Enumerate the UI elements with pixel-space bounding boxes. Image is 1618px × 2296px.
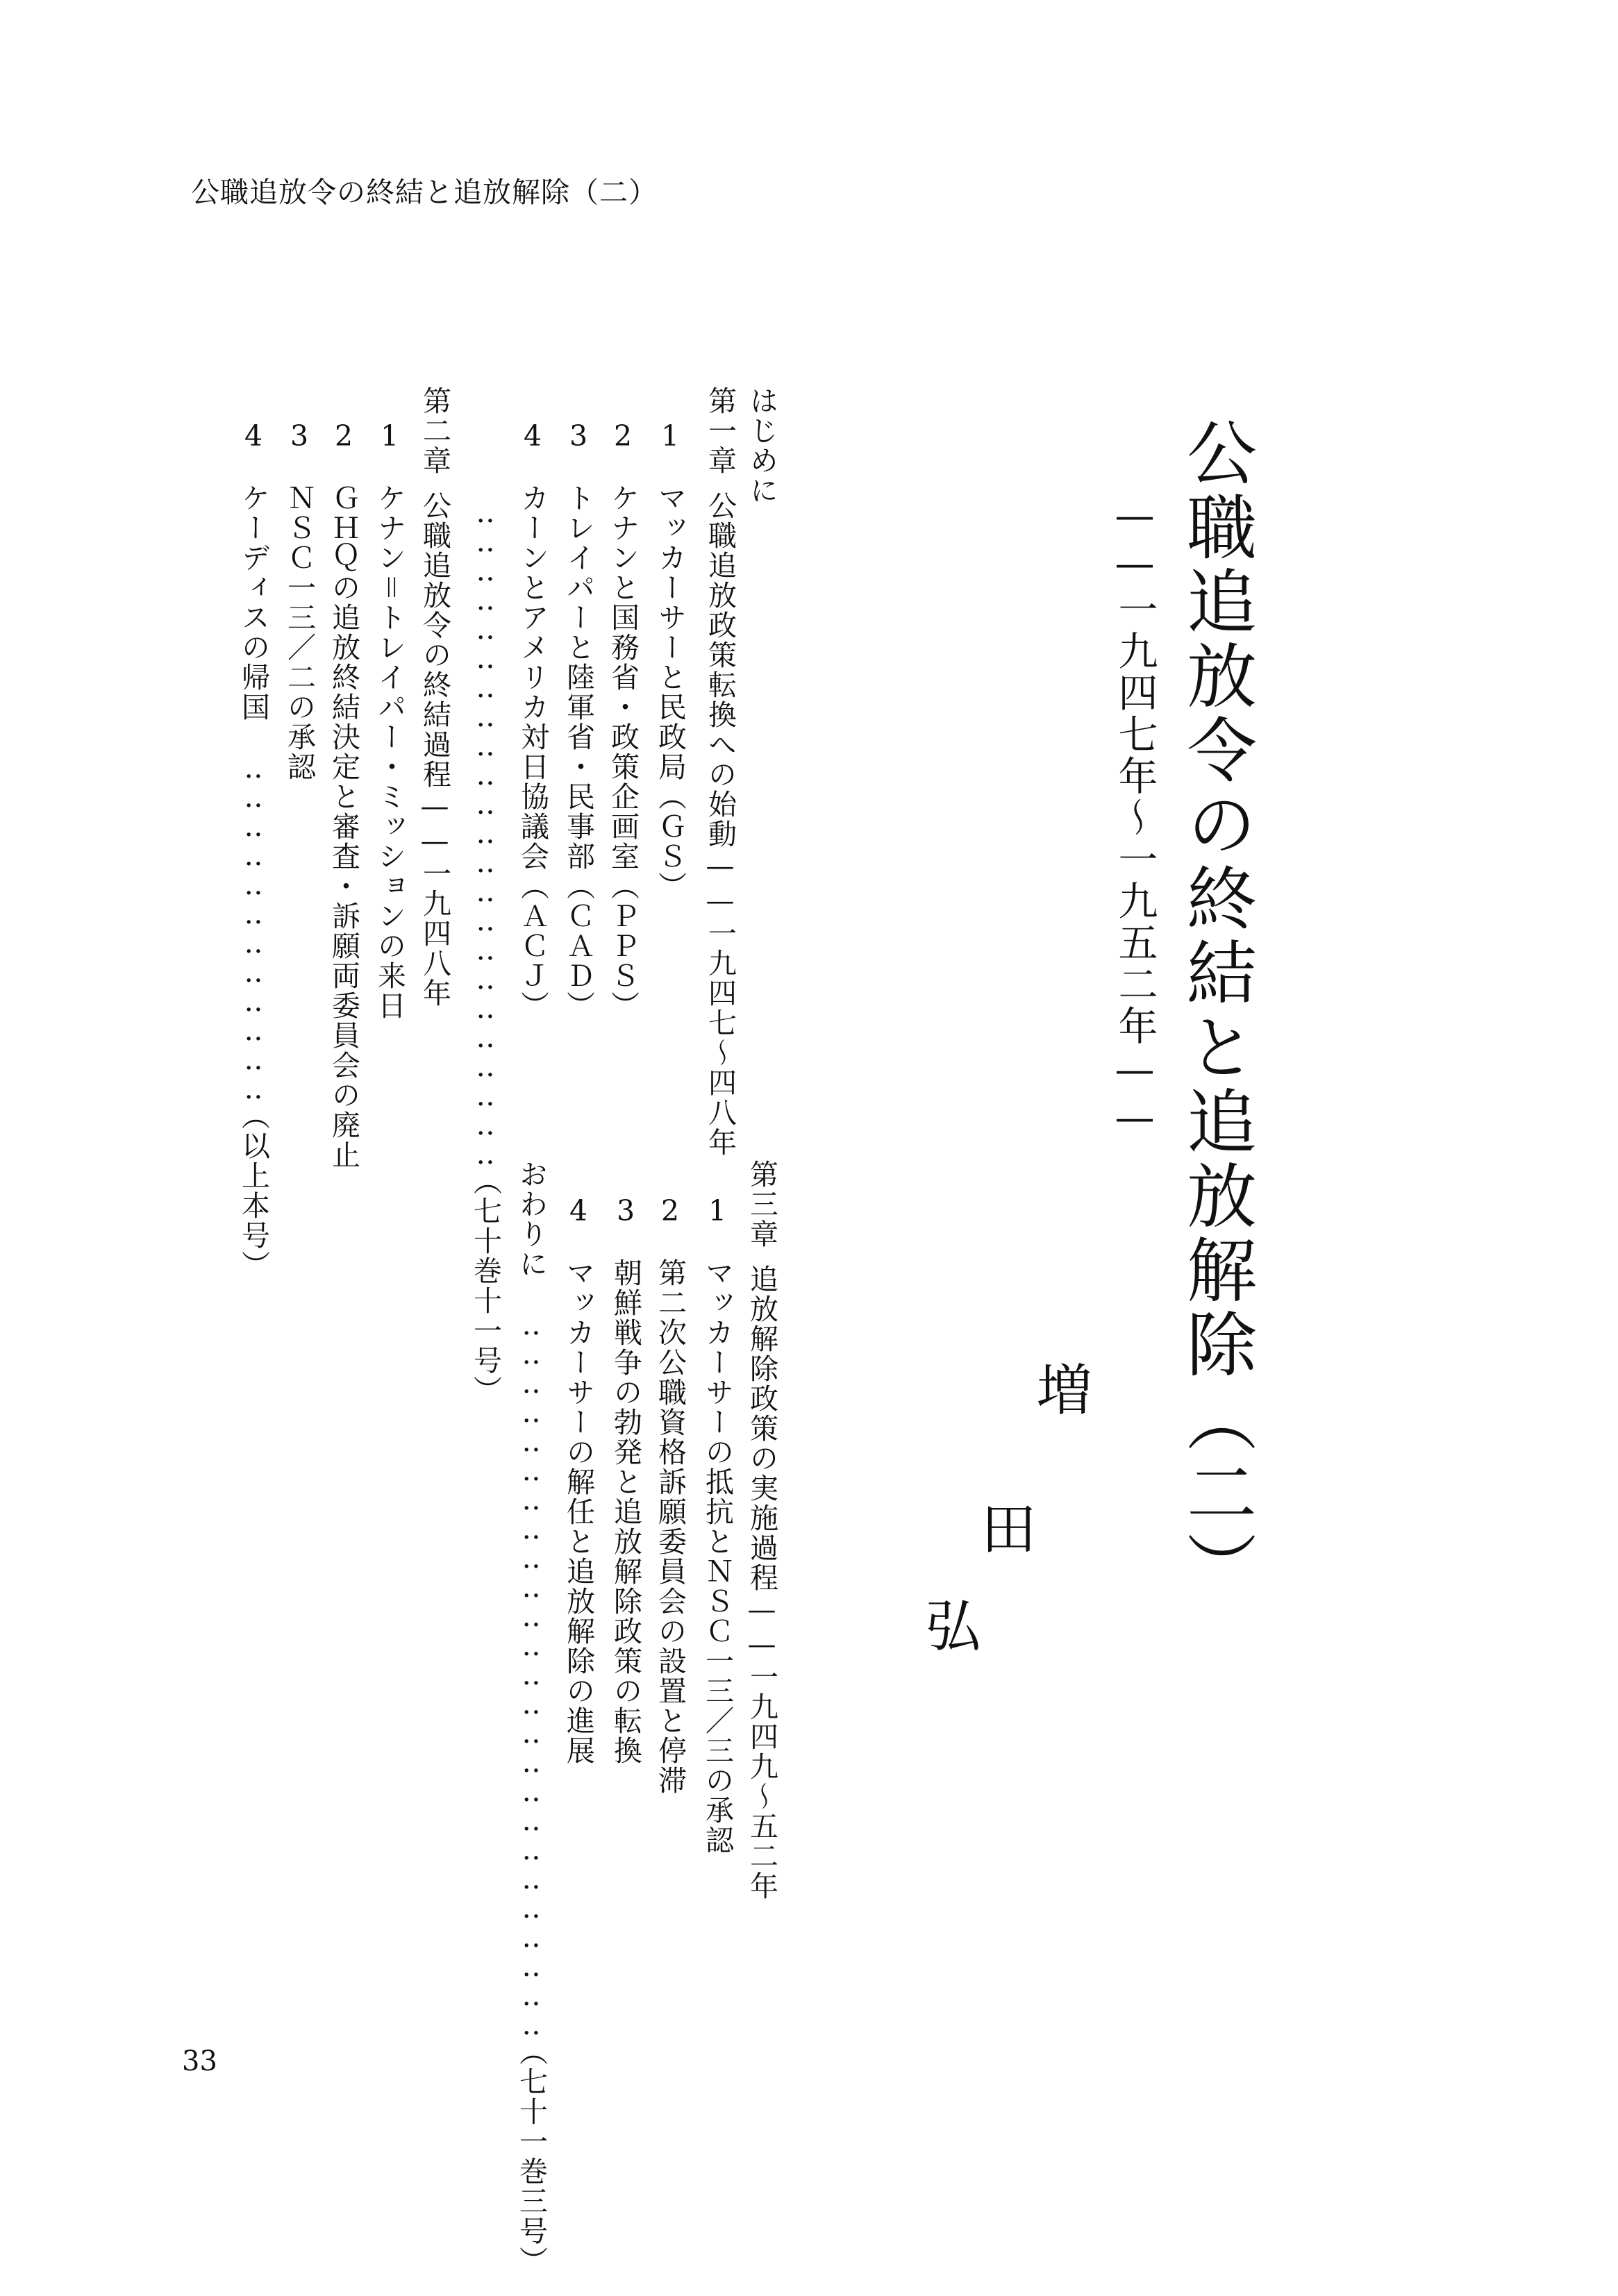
toc-ch3-item-4: 4マッカーサーの解任と追放解除の進展 <box>562 1194 595 1766</box>
article-title: 公職追放令の終結と追放解除（二） <box>1175 417 1257 1605</box>
chapter-3-title: 追放解除政策の実施過程——一九四九〜五二年 <box>745 1264 778 1901</box>
toc-outro: おわりに‥‥‥‥‥‥‥‥‥‥‥‥‥‥‥‥‥‥‥‥‥‥‥‥‥（七十一巻三号） <box>515 1159 548 2276</box>
toc-ch3-item-3: 3朝鮮戦争の勃発と追放解除政策の転換 <box>609 1194 642 1766</box>
chapter-3-label: 第三章 <box>745 1159 778 1249</box>
toc-ch1-item-3: 3トレイパーと陸軍省・民事部（ＣＡＤ） <box>562 419 595 1021</box>
author-char-3: 弘 <box>916 1597 981 1652</box>
chapter-1-title: 公職追放政策転換への始動——一九四七〜四八年 <box>703 491 737 1157</box>
toc-ch2-item-2: 2ＧＨＱの追放終結決定と審査・訴願両委員会の廃止 <box>327 419 360 1170</box>
author-char-2: 田 <box>971 1500 1036 1555</box>
toc-ch3-item-2: 2第二次公職資格訴願委員会の設置と停滞 <box>653 1194 687 1795</box>
chapter-2-title: 公職追放令の終結過程——一九四八年 <box>418 491 451 1008</box>
toc-ch1-item-4: 4カーンとアメリカ対日協議会（ＡＣＪ） <box>516 419 549 1021</box>
toc-ch3-item-1: 1マッカーサーの抵抗とＮＳＣ一三／三の承認 <box>701 1194 734 1855</box>
toc-chapter-2 <box>420 386 449 1008</box>
chapter-2-label: 第二章 <box>418 386 451 476</box>
toc-ch2-item-4: 4ケーディスの帰国‥‥‥‥‥‥‥‥‥‥‥‥（以上本号） <box>237 419 270 1280</box>
toc-ch1-ref: ‥‥‥‥‥‥‥‥‥‥‥‥‥‥‥‥‥‥‥‥‥‥‥（七十巻十一号） <box>469 496 502 1405</box>
toc-ch2-item-1: 1ケナン＝トレイパー・ミッションの来日 <box>373 419 406 1021</box>
author-name <box>916 1361 1092 1652</box>
author-char-1: 増 <box>1027 1361 1092 1416</box>
toc-ch1-item-2: 2ケナンと国務省・政策企画室（ＰＰＳ） <box>606 419 640 1021</box>
toc-intro: はじめに <box>745 386 778 505</box>
toc-ch1-item-1: 1マッカーサーと民政局（ＧＳ） <box>653 419 687 901</box>
chapter-1-label: 第一章 <box>703 386 737 476</box>
page-number: 33 <box>182 2045 217 2077</box>
article-subtitle: ——一九四七年〜一九五二年—— <box>1112 493 1158 1143</box>
running-header: 公職追放令の終結と追放解除（二） <box>191 176 658 209</box>
toc-chapter-3 <box>747 1159 776 1901</box>
toc-ch2-item-3: 3ＮＳＣ一三／二の承認 <box>283 419 316 782</box>
toc-chapter-1 <box>703 386 737 1157</box>
